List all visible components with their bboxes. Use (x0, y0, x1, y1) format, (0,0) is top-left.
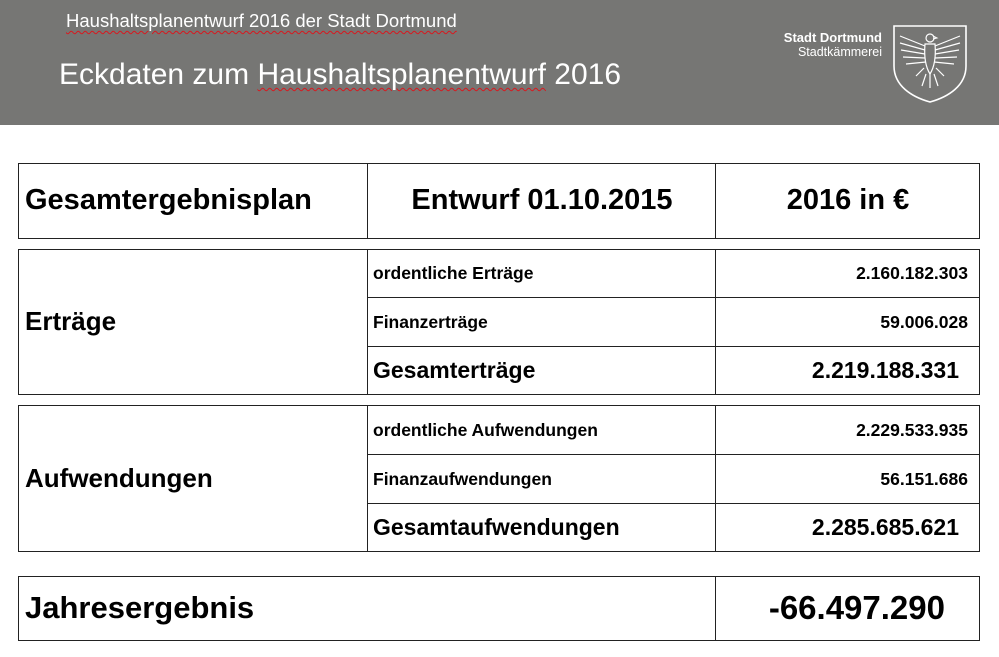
title-emphasis: Haushaltsplanentwurf (257, 58, 546, 91)
result-label: Jahresergebnis (25, 590, 255, 625)
total-label: Gesamtaufwendungen (373, 514, 620, 540)
column-divider (715, 250, 716, 394)
brand-department: Stadtkämmerei (797, 45, 882, 59)
header-entwurf: Entwurf 01.10.2015 (411, 184, 673, 216)
title-suffix: 2016 (545, 58, 622, 91)
page-title (59, 58, 621, 92)
section-label-ertraege: Erträge (25, 306, 117, 336)
column-divider (367, 250, 368, 394)
column-divider (367, 406, 368, 551)
title-prefix: Eckdaten zum (59, 58, 258, 91)
header-banner (0, 0, 999, 125)
eagle-crest-icon (890, 22, 970, 104)
row-value: 2.160.182.303 (856, 263, 968, 283)
brand-name: Stadt Dortmund (783, 30, 882, 45)
ertraege-section (18, 249, 980, 395)
row-label: ordentliche Aufwendungen (373, 419, 598, 440)
row-value: 59.006.028 (880, 311, 968, 332)
column-divider (715, 406, 716, 551)
row-value: 2.229.533.935 (856, 419, 968, 440)
total-value: 2.219.188.331 (811, 357, 959, 383)
section-label-aufwendungen: Aufwendungen (25, 462, 213, 493)
header-gesamtergebnisplan: Gesamtergebnisplan (25, 184, 312, 216)
result-value: -66.497.290 (768, 589, 945, 626)
column-divider (367, 164, 368, 238)
header-year-currency: 2016 in € (786, 184, 910, 216)
row-label: Finanzaufwendungen (373, 468, 552, 489)
row-label: Finanzerträge (373, 311, 488, 332)
row-value: 56.151.686 (880, 468, 968, 489)
column-divider (715, 164, 716, 238)
table-header (18, 163, 980, 239)
total-value: 2.285.685.621 (811, 514, 959, 540)
jahresergebnis-section (18, 576, 980, 641)
total-label: Gesamterträge (373, 357, 536, 383)
document-subtitle (66, 10, 457, 32)
column-divider (715, 577, 716, 640)
brand-wordmark (780, 30, 882, 60)
subtitle-text: Haushaltsplanentwurf 2016 der Stadt Dortmund (66, 10, 457, 31)
row-label: ordentliche Erträge (373, 263, 534, 283)
aufwendungen-section (18, 405, 980, 552)
